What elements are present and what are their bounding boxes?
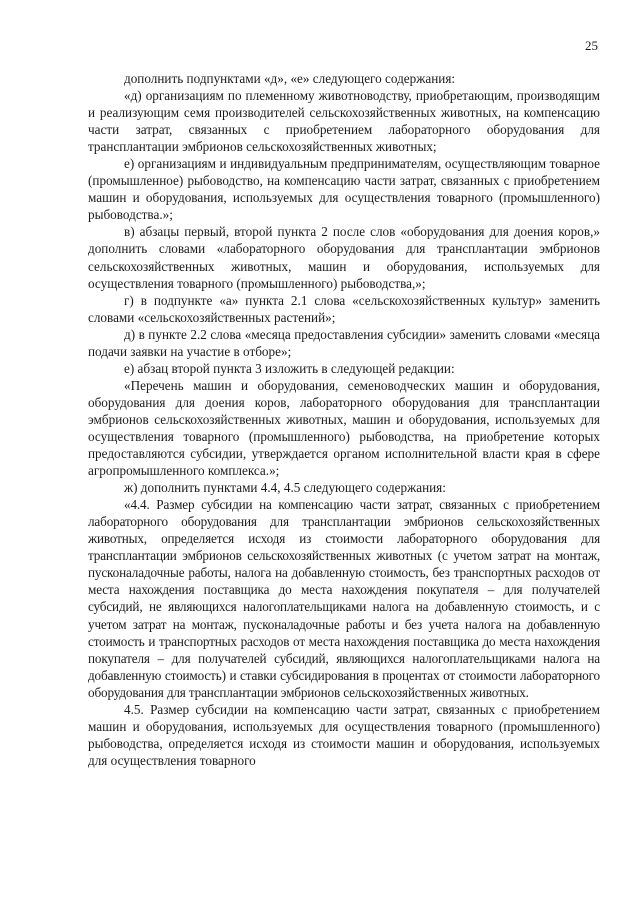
paragraph-item-zh: ж) дополнить пунктами 4.4, 4.5 следующего содержания: — [124, 480, 446, 496]
page-number: 25 — [585, 38, 598, 53]
paragraph-item-v: в) абзацы первый, второй пункта 2 после слов «оборудования для доения коров,» дополнить словами «лабораторного оборудования для трансплантации эмбрионов сельскохозяйственных животных, машин и оборудования, используемых для осуществления товарного (промышленного) рыбоводства,»; — [88, 224, 600, 291]
paragraph-item-e: е) абзац второй пункта 3 изложить в следующей редакции: — [124, 360, 455, 376]
paragraph-subitem-d: «д) организациям по племенному животноводству, приобретающим, производящим и реализующим семя производителей сельскохозяйственных животных, на компенсацию части затрат, связанных с приобретением лабораторного оборудования для трансплантации эмбрионов сельскохозяйственных животных; — [88, 88, 600, 155]
paragraph-item-g: г) в подпункте «а» пункта 2.1 слова «сельскохозяйственных культур» заменить словами «сельскохозяйственных растений»; — [88, 292, 600, 325]
paragraph-clause-4-4: «4.4. Размер субсидии на компенсацию части затрат, связанных с приобретением лабораторного оборудования для трансплантации эмбрионов сельскохозяйственных животных, определяется исходя из стоимости лабораторного оборудования для трансплантации эмбрионов сельскохозяйственных животных (с учетом затрат на монтаж, пусконаладочные работы, налога на добавленную стоимость, без транспортных расходов от места нахождения поставщика до места нахождения покупателя – для получателей субсидий, не являющихся налогоплательщиками налога на добавленную стоимость, и с учетом затрат на монтаж, пусконаладочные работы и без учета налога на добавленную стоимость и транспортных расходов от места нахождения поставщика до места нахождения покупателя – для получателей субсидий, являющихся налогоплательщиками налога на добавленную стоимость) и ставки субсидирования в процентах от стоимости лабораторного оборудования для трансплантации эмбрионов сельскохозяйственных животных. — [88, 497, 600, 700]
paragraph-item-d: д) в пункте 2.2 слова «месяца предоставления субсидии» заменить словами «месяца подачи заявки на участие в отборе»; — [88, 326, 600, 359]
paragraph-clause-4-5: 4.5. Размер субсидии на компенсацию части затрат, связанных с приобретением машин и оборудования, используемых для осуществления товарного (промышленного) рыбоводства, определяется исходя из стоимости машин и оборудования, используемых для осуществления товарного — [88, 701, 600, 768]
document-body — [88, 70, 600, 769]
paragraph-list-definition: «Перечень машин и оборудования, семеноводческих машин и оборудования, оборудования для доения коров, лабораторного оборудования для трансплантации эмбрионов сельскохозяйственных животных, машин и оборудования, используемых для осуществления товарного (промышленного) рыбоводства, на приобретение которых предоставляются субсидии, утверждается органом исполнительной власти края в сфере агропромышленного комплекса.»; — [88, 377, 600, 479]
paragraph-subitem-e: е) организациям и индивидуальным предпринимателям, осуществляющим товарное (промышленное) рыбоводство, на компенсацию части затрат, связанных с приобретением машин и оборудования, используемых для осуществления товарного (промышленного) рыбоводства.»; — [88, 156, 600, 223]
paragraph-intro: дополнить подпунктами «д», «е» следующего содержания: — [124, 71, 456, 86]
